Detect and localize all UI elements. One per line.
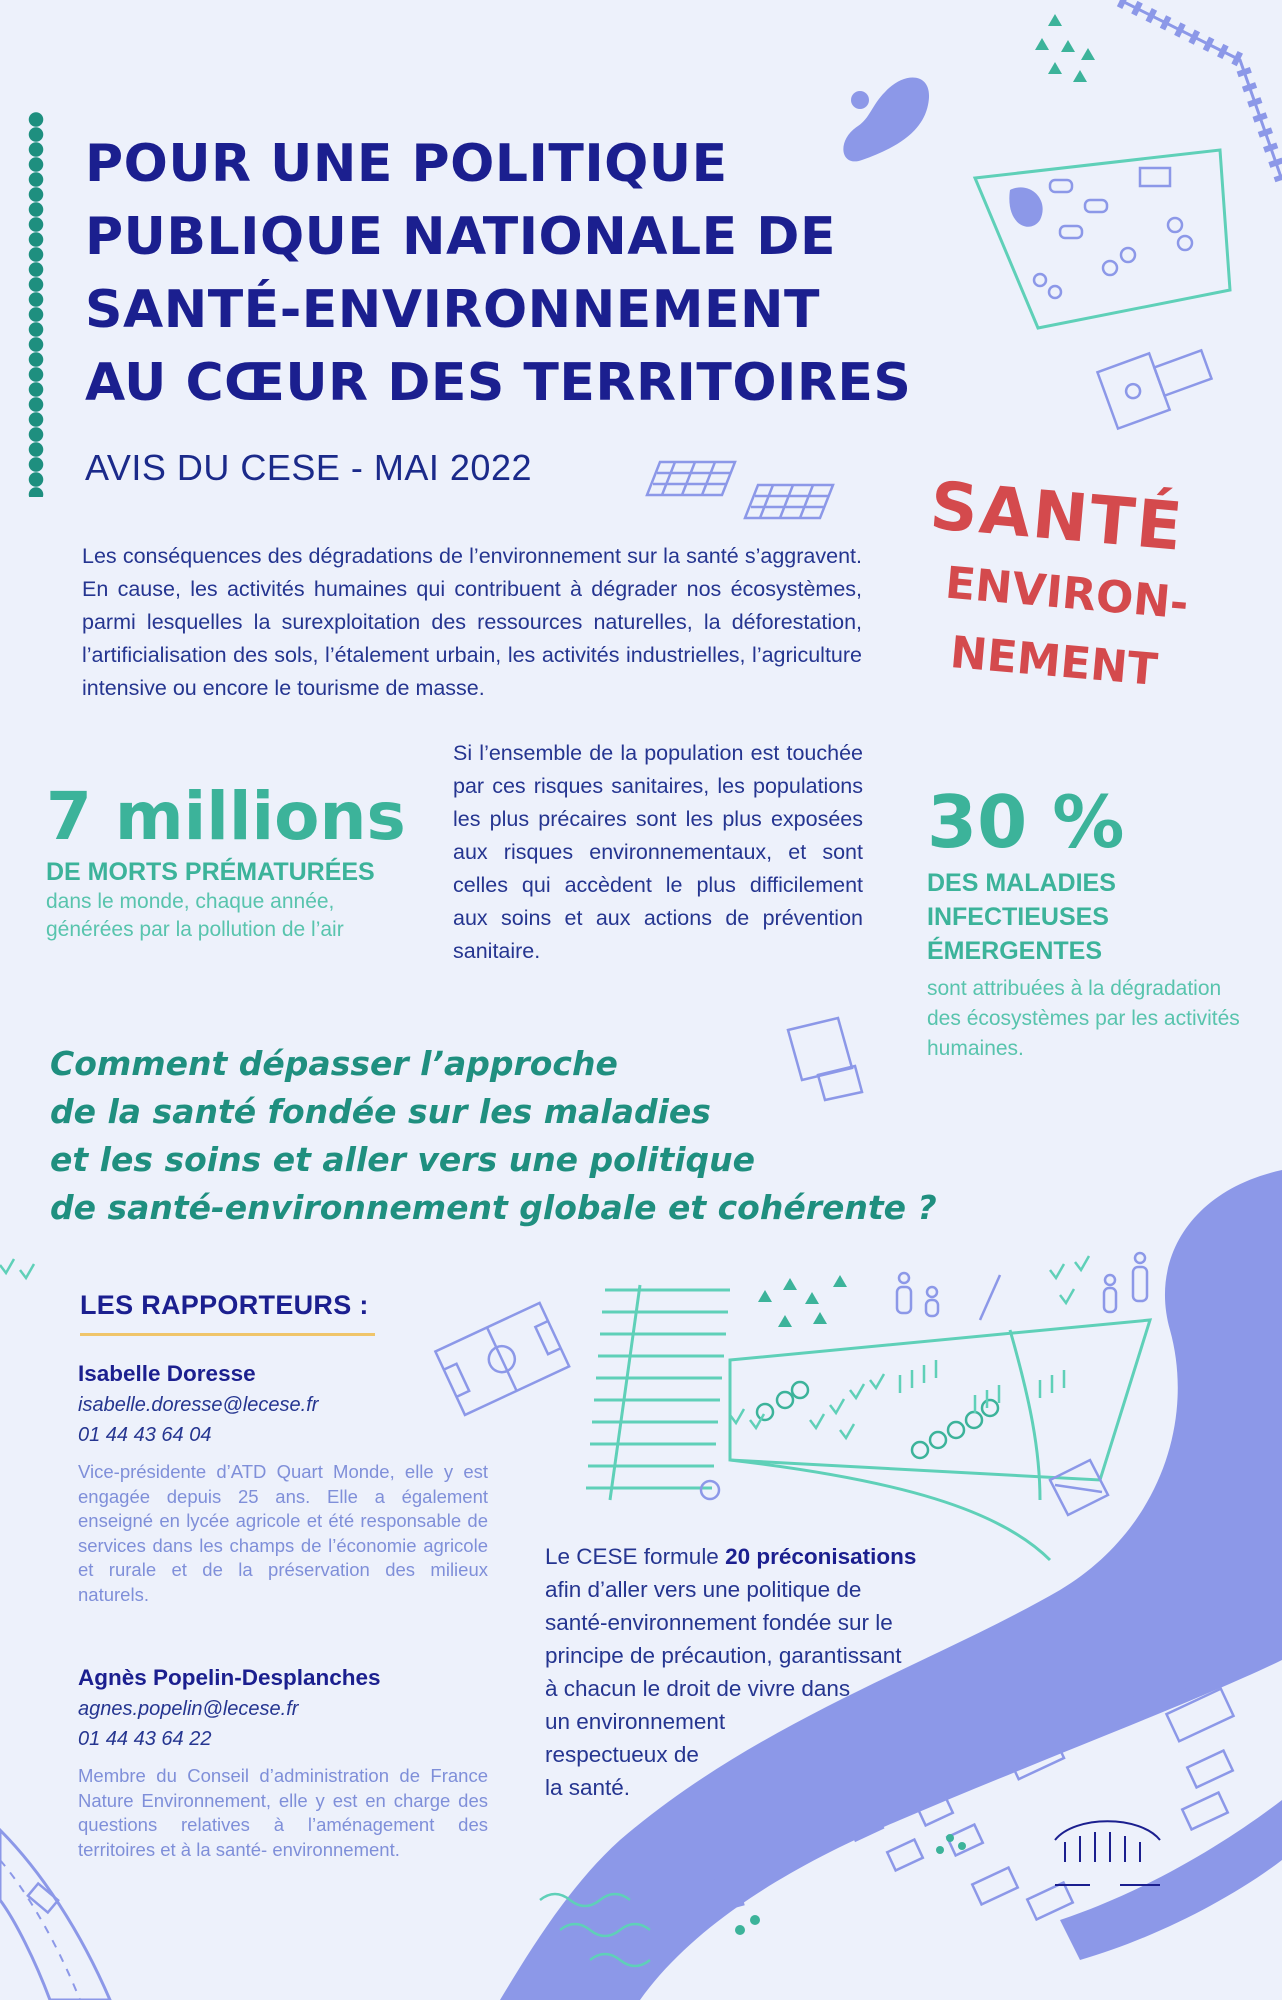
question-line: Comment dépasser l’approche [50, 1044, 618, 1083]
rapporteur-bio: Vice-présidente d’ATD Quart Monde, elle y est engagée depuis 25 ans. Elle a également enseigné en lycée agricole et été responsable de services dans les champs de l’économie agricole et rurale et de la préservation des milieux naturels. [78, 1461, 488, 1605]
rapporteur-name: Isabelle Doresse [78, 1361, 256, 1386]
key-question [50, 1040, 1050, 1232]
rapporteur-name: Agnès Popelin-Desplanches [78, 1665, 381, 1690]
stat-label: DE MORTS PRÉMATURÉES [46, 858, 375, 886]
rapporteur-card [78, 1662, 488, 1862]
preco-line: principe de précaution, garantissant [545, 1643, 902, 1668]
brand-line: NEMENT [948, 627, 1160, 696]
rapporteur-email[interactable]: agnes.popelin@lecese.fr [78, 1698, 299, 1720]
stat-premature-deaths [46, 778, 426, 944]
preco-line: respectueux de [545, 1742, 699, 1767]
preco-line: un environnement [545, 1709, 726, 1734]
preco-prefix: Le CESE formule [545, 1544, 726, 1569]
preco-line: santé-environnement fondée sur le [545, 1610, 893, 1635]
rapporteur-card [78, 1358, 488, 1607]
stat-label-line: DES MALADIES [927, 869, 1116, 897]
preco-highlight: 20 préconisations [725, 1544, 917, 1569]
heading-underline [80, 1333, 375, 1336]
stat-infectious-diseases [927, 778, 1257, 1064]
brand-logo-text [920, 468, 1250, 718]
stat-number: 30 % [927, 780, 1125, 864]
question-line: de santé-environnement globale et cohérente ? [50, 1188, 937, 1227]
rapporteur-email[interactable]: isabelle.doresse@lecese.fr [78, 1394, 319, 1416]
decorative-dotted-bar [26, 112, 46, 497]
preco-line [545, 1540, 1015, 1573]
question-line: et les soins et aller vers une politique [50, 1140, 756, 1179]
recommendations-text [545, 1540, 1015, 1804]
question-line: de la santé fondée sur les maladies [50, 1092, 711, 1131]
rapporteur-phone: 01 44 43 64 22 [78, 1728, 212, 1750]
title-line: PUBLIQUE NATIONALE DE [85, 207, 836, 267]
title-line: SANTÉ-ENVIRONNEMENT [85, 280, 820, 340]
brand-line: ENVIRON- [943, 557, 1191, 630]
stat-label-line: INFECTIEUSES [927, 903, 1109, 931]
title-line: POUR UNE POLITIQUE [85, 134, 728, 194]
preco-line: afin d’aller vers une politique de [545, 1577, 862, 1602]
preco-line: la santé. [545, 1775, 631, 1800]
stat-description: dans le monde, chaque année, générées par la pollution de l’air [46, 890, 344, 941]
stat-description: sont attribuées à la dégradation des écosystèmes par les activités humaines. [927, 977, 1240, 1060]
stat-number: 7 millions [46, 778, 406, 855]
brand-line: SANTÉ [927, 467, 1187, 566]
rapporteur-phone: 01 44 43 64 04 [78, 1424, 212, 1446]
page-title [85, 128, 1035, 420]
preco-line: à chacun le droit de vivre dans [545, 1676, 851, 1701]
stat-label-line: ÉMERGENTES [927, 937, 1103, 965]
subtitle: AVIS DU CESE - MAI 2022 [85, 447, 532, 488]
middle-paragraph: Si l’ensemble de la population est touchée par ces risques sanitaires, les populations les plus précaires sont les plus exposées aux risques environnementaux, et sont celles qui accèdent le plus difficilement aux soins et aux actions de prévention sanitaire. [453, 741, 863, 963]
rapporteurs-heading: LES RAPPORTEURS : [80, 1290, 369, 1320]
title-line: AU CŒUR DES TERRITOIRES [85, 353, 912, 413]
intro-paragraph: Les conséquences des dégradations de l’environnement sur la santé s’aggravent. En cause, les activités humaines qui contribuent à dégrader nos écosystèmes, parmi lesquelles la surexploitation des ressources naturelles, la déforestation, l’artificialisation des sols, l’étalement urbain, les activités industrielles, l’agriculture intensive ou encore le tourisme de masse. [82, 544, 862, 700]
rapporteur-bio: Membre du Conseil d’administration de France Nature Environnement, elle y est en charge des questions relatives à l’aménagement des territoires et à la santé- environnement. [78, 1765, 488, 1860]
